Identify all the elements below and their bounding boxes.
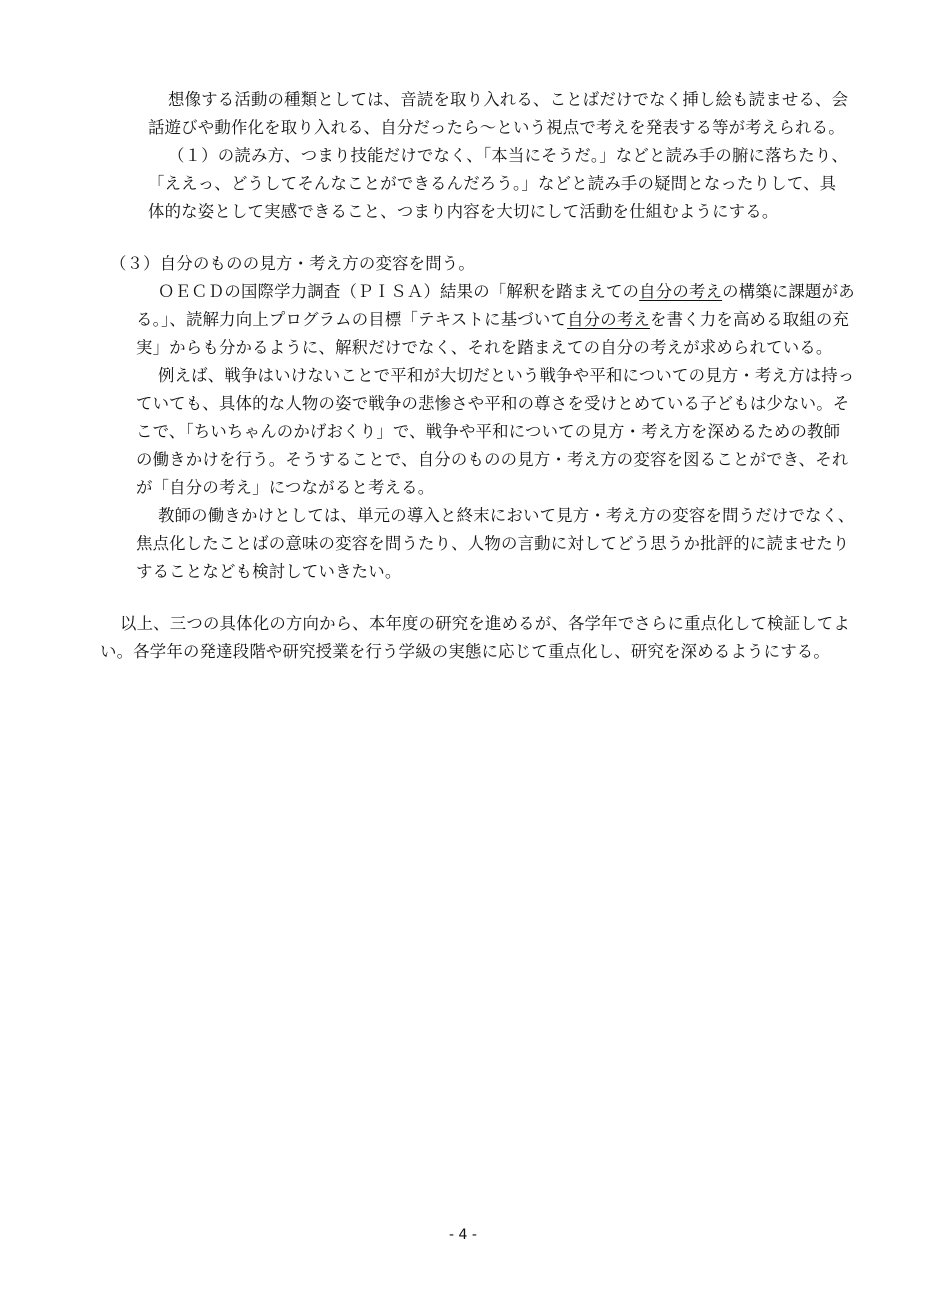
underlined-phrase: 自分の考え bbox=[639, 282, 723, 301]
body-text-line: 例えば、戦争はいけないことで平和が大切だという戦争や平和についての見方・考え方は持っ bbox=[158, 366, 855, 385]
body-text-line: 話遊びや動作化を取り入れる、自分だったら～という視点で考えを発表する等が考えられる。 bbox=[148, 118, 845, 137]
body-text-line: 教師の働きかけとしては、単元の導入と終末において見方・考え方の変容を問うだけでなく、 bbox=[158, 506, 855, 525]
underlined-phrase: 自分の考え bbox=[567, 310, 651, 329]
body-text-line: 以上、三つの具体化の方向から、本年度の研究を進めるが、各学年でさらに重点化して検証してよ bbox=[120, 614, 850, 633]
body-text-line: こで、「ちいちゃんのかげおくり」で、戦争や平和についての見方・考え方を深めるための教師 bbox=[136, 422, 841, 441]
body-text-line: ていても、具体的な人物の姿で戦争の悲惨さや平和の尊さを受けとめている子どもは少ない。そ bbox=[136, 394, 850, 413]
body-text-line: 実」からも分かるように、解釈だけでなく、それを踏まえての自分の考えが求められている。 bbox=[136, 338, 833, 357]
body-text-line: することなども検討していきたい。 bbox=[136, 562, 402, 581]
body-text-line bbox=[158, 282, 855, 302]
text-segment: る。」、読解力向上プログラムの目標「テキストに基づいて bbox=[136, 310, 568, 329]
body-text-line: （１）の読み方、つまり技能だけでなく、「本当にそうだ。」などと読み手の腑に落ちたり、 bbox=[168, 146, 849, 165]
body-text-line: 「ええっ、どうしてそんなことができるんだろう。」などと読み手の疑問となったりして、具 bbox=[148, 174, 837, 193]
text-segment: ＯＥＣＤの国際学力調査（ＰＩＳＡ）結果の「解釈を踏まえての bbox=[158, 282, 640, 301]
body-text-line: い。各学年の発達段階や研究授業を行う学級の実態に応じて重点化し、研究を深めるようにする。 bbox=[100, 642, 830, 661]
body-text-line: 想像する活動の種類としては、音読を取り入れる、ことばだけでなく挿し絵も読ませる、会 bbox=[168, 90, 849, 109]
text-segment: の構築に課題があ bbox=[722, 282, 855, 301]
body-text-line: 焦点化したことばの意味の変容を問うたり、人物の言動に対してどう思うか批評的に読ませたり bbox=[136, 534, 850, 553]
body-text-line bbox=[136, 310, 849, 330]
body-text-line: の働きかけを行う。そうすることで、自分のものの見方・考え方の変容を図ることができ、それ bbox=[136, 450, 849, 469]
text-segment: を書く力を高める取組の充 bbox=[650, 310, 850, 329]
page-number: - 4 - bbox=[449, 1227, 477, 1243]
body-text-line: が「自分の考え」につながると考える。 bbox=[136, 478, 435, 497]
section-heading: （３）自分のものの見方・考え方の変容を問う。 bbox=[110, 254, 475, 273]
body-text-line: 体的な姿として実感できること、つまり内容を大切にして活動を仕組むようにする。 bbox=[148, 202, 779, 221]
